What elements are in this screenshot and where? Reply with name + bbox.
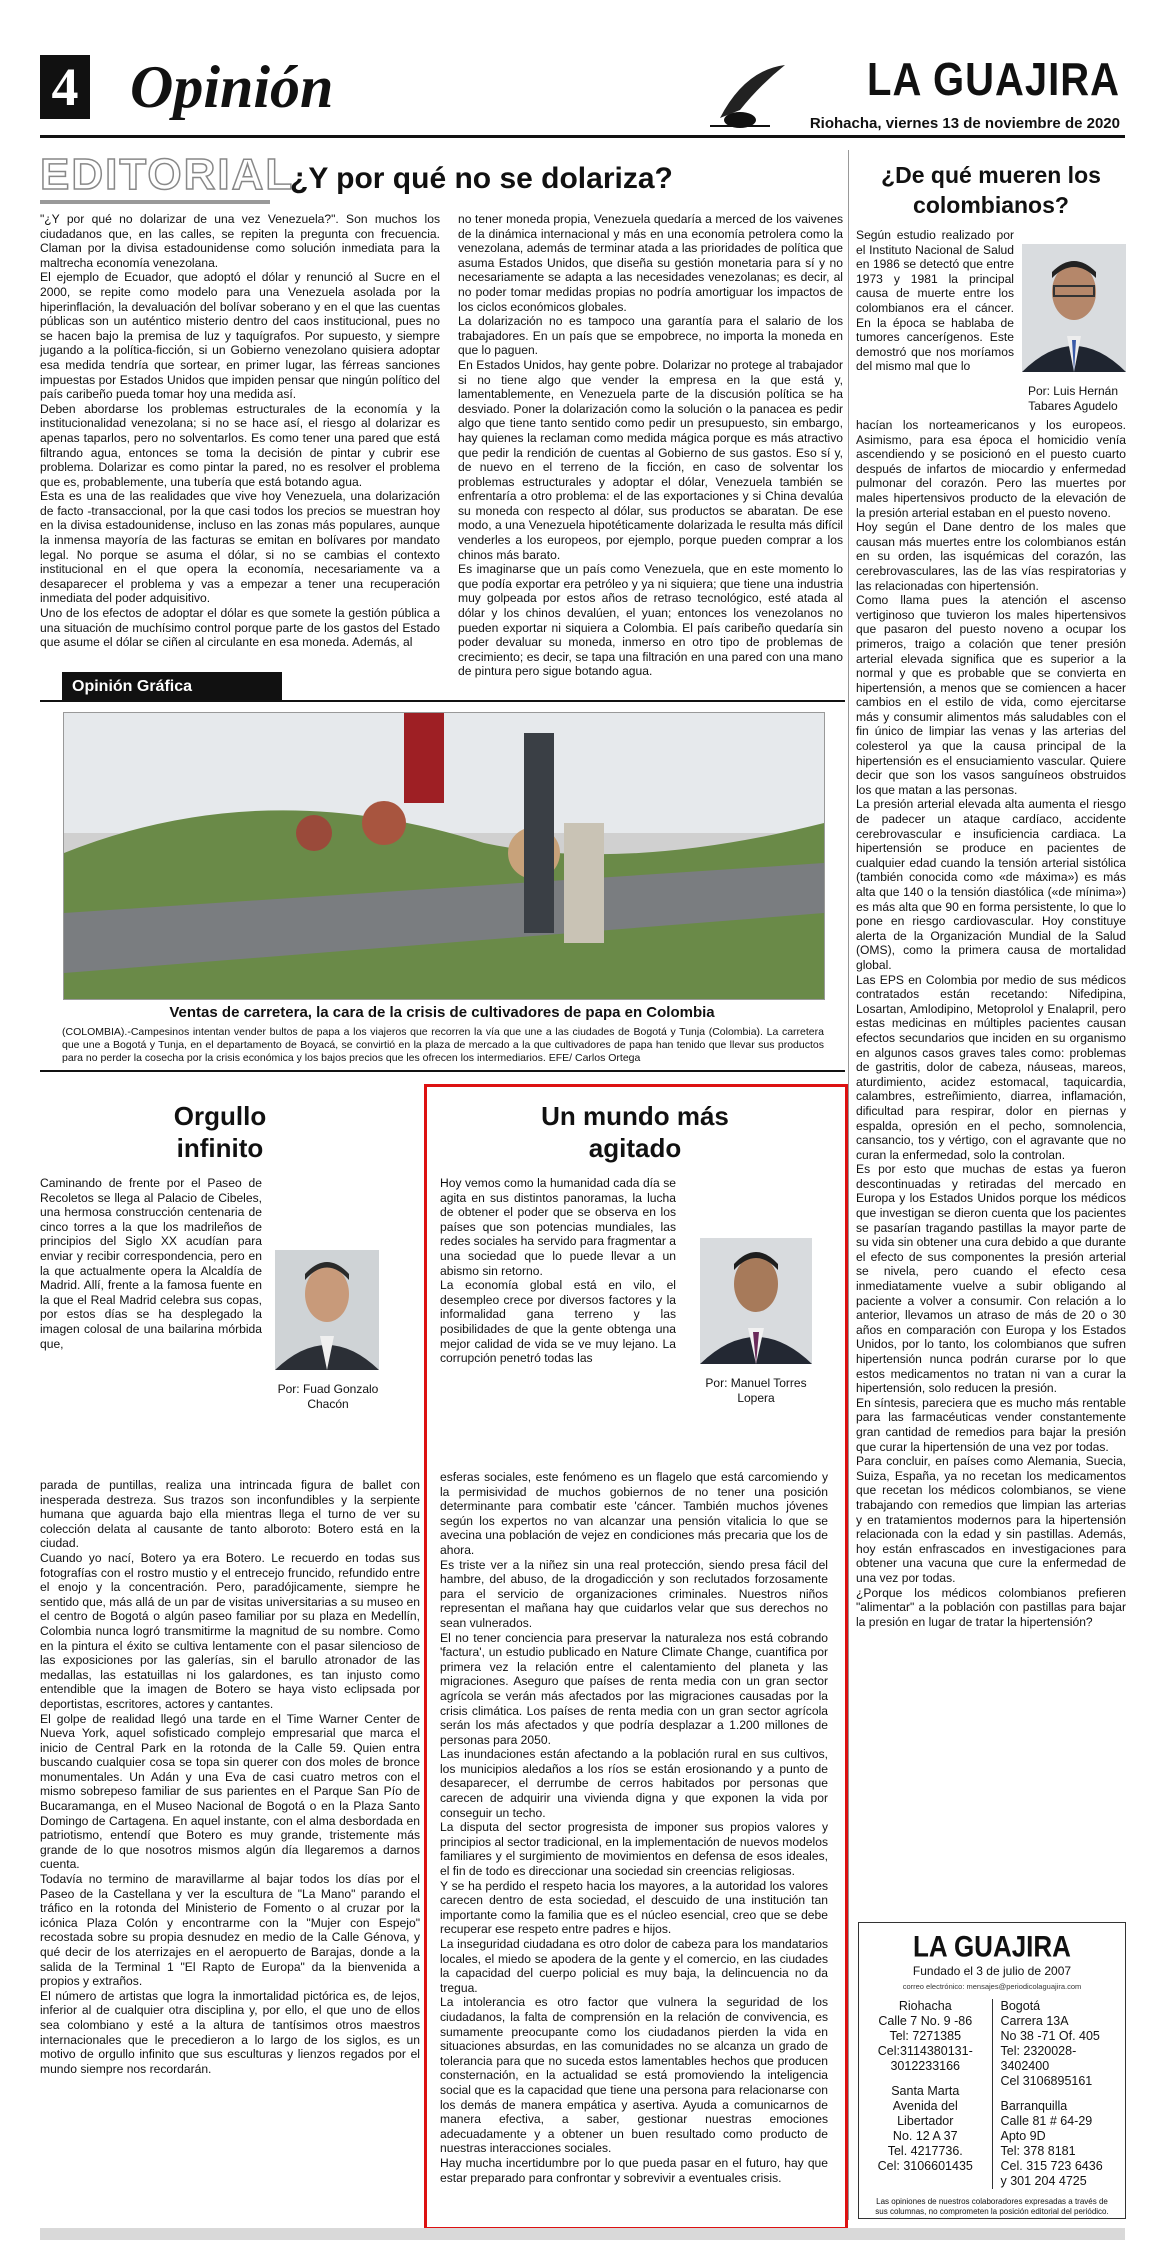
section-title: Opinión [130,54,334,120]
paragraph: Uno de los efectos de adoptar el dólar es que somete la gestión pública a una situación de muchísimo control porque parte de los gastos del Estado que asume el dólar se ciñen al circulante en esa moneda. Además, al [40,606,440,650]
paragraph: ¿Porque los médicos colombianos prefieren "alimentar" a la población con pastillas para bajar la presión en lugar de tratar la hipertensión? [856,1585,1126,1629]
paragraph: Deben abordarse los problemas estructurales de la economía y la institucionalidad venezolana; si no se hace así, el riesgo al dolarizar es apenas taparlos, pero no solventarlos. Es como tener una pared que está filtrando agua, entonces se toma la decisión de pintar y cubrir ese problema. Dolarizar es como pintar la pared, no es resolver el problema que es, probablemente, una tubería que está botando agua. [40,401,440,489]
office-line: Riohacha [898,1999,952,2013]
office-santamarta [859,2084,992,2174]
office-line: No. 12 A 37 [892,2129,958,2143]
paragraph: El golpe de realidad llegó una tarde en el Time Warner Center de Nueva York, aquel sofisticado complejo empresarial que marca el inicio de Central Park en la rotonda de la Calle 59. Quien entra buscando cualquier cosa se topa sin querer con dos moles de bronce monumentales. Un Adán y una Eva de casi cuatro metros con el mismo sobrepeso familiar de sus parientes en el Parque San Pío de Bucaramanga, en el Museo Nacional de Bogotá o en la Plaza Santo Domingo de Cartagena. En aquel instante, con el alma desbordada en patriotismo, entendí que Botero es muy grande, tristemente más grande de lo que nosotros mismos algún día llegaremos a darnos cuenta. [40,1711,420,1872]
column-body [856,418,1126,1629]
paragraph: En síntesis, pareciera que es mucho más rentable para las farmacéuticas vender constantemente gran cantidad de remedios para bajar la presión que curar la hipertensión de una vez por todas. [856,1395,1126,1454]
quill-inkwell-icon [700,60,790,130]
office-line: Cel:3114380131- [877,2044,973,2058]
paragraph: "¿Y por qué no dolarizar de una vez Venezuela?". Son muchos los ciudadanos que, en las calles, se repiten la pregunta con frecuencia. Claman por la divisa estadounidense como solución inmediata para la maltrecha economía venezolana. [40,212,440,270]
page-number: 4 [40,55,90,119]
office-line: Calle 7 No. 9 -86 [878,2014,973,2028]
office-line: Bogotá [1000,1999,1041,2013]
office-line: Calle 81 # 64-29 [1000,2114,1093,2128]
photo-caption: (COLOMBIA).-Campesinos intentan vender bultos de papa a los viajeros que recorren la vía que une a las ciudades de Bogotá y Tunja (Colombia). La carretera que une a Bogotá y Tunja, en el departamento de Boyacá, se convirtió en la plaza de mercado a la que cultivadores de papa han tenido que llevar sus productos para no perder la cosecha por la crisis económica y los bajos precios que les ofrecen los intermediarios. EFE/ Carlos Ortega [62,1026,824,1064]
column-body [40,1478,420,2076]
right-column-title: ¿De qué mueren los colombianos? [881,162,1101,218]
footer-band [40,2228,1125,2240]
office-bogota [993,1999,1126,2089]
imprint-right [993,1999,1126,2189]
column-intro: Según estudio realizado por el Instituto Nacional de Salud en 1986 se detectó que entre 1973 y 1981 la principal causa de muerte entre los colombianos era el cáncer. En la época se hablaba de tumores cancerígenos. Este demostró que nos moríamos del mismo mal que lo [856,228,1014,374]
dateline: Riohacha, viernes 13 de noviembre de 2020 [809,115,1120,132]
imprint-disclaimer: Las opiniones de nuestros colaboradores expresadas a través de sus columnas, no comprometen la posición editorial del periódico. [875,2197,1109,2216]
author-byline: Por: Fuad Gonzalo Chacón [277,1382,379,1411]
office-line: No 38 -71 Of. 405 [1000,2029,1100,2043]
title-line: Orgullo [173,1101,267,1131]
office-line: Tel: 2320028- [1000,2044,1077,2058]
paragraph: La inseguridad ciudadana es otro dolor de cabeza para los mandatarios locales, el miedo se apodera de la gente y el comercio, en las ciudades la capacidad del cuerpo policial es muy baja, la delincuencia no da tregua. [440,1937,828,1995]
paragraph: Las EPS en Colombia por medio de sus médicos contratados están recetando: Nifedipina, Losartan, Amlodipino, Metoprolol y Enalapril, pero estas medicinas en múltiples pacientes causan efectos secundarios que inciden en su organismo en algunos casos graves tales como: problemas de gastritis, dolor de cabeza, náuseas, mareos, aturdimiento, acidez estomacal, taquicardia, calambres, estreñimiento, diarrea, inflamación, dificultad para respirar, dolor en piernas y espalda, opresión en el pecho, somnolencia, cansancio, tos y vértigo, con el agravante que no curan la enfermedad, solo la controlan. [856,972,1126,1162]
paragraph: Es triste ver a la niñez sin una real protección, siendo presa fácil del hambre, del abuso, de la drogadicción y son reclutados forzosamente para el servicio de organizaciones criminales. Nuestros niños representan el mañana hay que cuidarlos velar que sus derechos no sean vulnerados. [440,1557,828,1630]
paragraph: Cuando yo nací, Botero ya era Botero. Le recuerdo en todas sus fotografías con el rostro mustio y el entrecejo fruncido, refundido entre el enojo y la concentración. Pero, paradójicamente, siempre he sentido que, más allá de un par de visitas universitarias a su museo en el centro de Bogotá o algún paseo familiar por su plaza en Medellín, Colombia nunca logró transmitirme la magnitud de su nombre. Como en la pintura el éxito se cultiva lentamente con el pasar silencioso de las exposiciones por las galerías, sin el barullo atronador de las medallas, las estatuillas ni los galardones, es tan injusto como entendible que la imagen de Botero se haya visto eclipsada por deportistas, escritores, actores y cantantes. [40,1550,420,1711]
paragraph: El ejemplo de Ecuador, que adoptó el dólar y renunció al Sucre en el 2000, se repite como modelo para una Venezuela asolada por la hiperinflación, la devaluación del bolívar soberano y en el que las cuentas públicas son un auténtico misterio dentro del caos institucional, pues no se hacen bajo la premisa de luz y taquígrafos. Por supuesto, y siempre jugando a la política-ficción, si un Gobierno venezolano quisiera adoptar esa medida tendría que sortear, en primer lugar, las férreas sanciones impuestas por Estados Unidos que impiden pensar que ningún político del país caribeño pueda tomar hoy una medida así. [40,270,440,402]
editorial-label: EDITORIAL [40,150,295,199]
imprint-brand: LA GUAJIRA [913,1928,1071,1964]
masthead-rule [40,135,1125,138]
office-riohacha [859,1999,992,2074]
paragraph: El número de artistas que logra la inmortalidad pictórica es, de lejos, inferior al de cualquier otra disciplina y, por ello, el que uno de ellos sea colombiano y esté a la altura de tantísimos otros maestros internacionales que le precedieron a lo largo de los siglos, es un motivo de orgullo infinito que sus esculturas y lienzos regados por el mundo siempre nos recordarán. [40,1988,420,2076]
author-photo [275,1250,379,1370]
paragraph: Como llama pues la atención el ascenso vertiginoso que tuvieron los males hipertensivos que pasaron del puesto noveno a ocupar los primeros, traigo a colación que tener presión arterial elevada significa que es superior a la normal y que es probable que se convierta en hipertensión, a menos que se comiencen a hacer cambios en el estilo de vida, como ejercitarse más y consumir alimentos más saludables con el fin único de limpiar las venas y las arterias del colesterol ya que la causa principal de la hipertensión es el ensuciamiento vascular. Quiere decir que son los vasos sanguíneos obstruidos los que matan a las personas. [856,593,1126,797]
title-line: Un mundo más [541,1101,729,1131]
office-line: Libertador [897,2114,954,2128]
office-line: Cel: 3106601435 [877,2159,973,2173]
office-line: Tel: 7271385 [889,2029,962,2043]
title-line: infinito [176,1133,264,1163]
paragraph: La economía global está en vilo, el desempleo crece por diversos factores y la informalidad gana terreno y las posibilidades de que la gente obtenga una mejor calidad de vida se ve muy lejano. La corrupción penetró todas las [440,1278,676,1366]
paragraph: hacían los norteamericanos y los europeos. Asimismo, para esa época el homicidio venía ascendiendo y se posicionó en el puesto cuarto después de infartos de miocardio y enfermedad pulmonar del corazón. Pero las muertes por males hipertensivos producto de la elevación de la presión arterial estaban en el puesto noveno. [856,418,1126,520]
office-line: Tel: 378 8181 [1000,2144,1076,2158]
paragraph: Todavía no termino de maravillarme al bajar todos los días por el Paseo de la Castellana y ver la escultura de "La Mano" parando el tráfico en la rotonda del Ministerio de Fomento o al cruzar por la icónica Plaza Colón y encontrarme con la "Mujer con Espejo" recostada sobre su propia desnudez en medio de la Calle Génova, y qué decir de los aterrizajes en el aeropuerto de Barajas, donde a la salida de la Terminal 1 "El Rapto de Europa" da la bienvenida a propios y extraños. [40,1872,420,1989]
office-line: Santa Marta [891,2084,960,2098]
author-photo [1022,244,1126,372]
imprint-left [859,1999,993,2189]
paragraph: parada de puntillas, realiza una intrincada figura de ballet con inesperada destreza. Sus trazos son inconfundibles y la serpiente humana que aguarda bajo ella mientras llega el turno de ver su colección delata al causante de tanto alboroto: Botero está en la ciudad. [40,1478,420,1551]
paragraph: El no tener conciencia para preservar la naturaleza nos está cobrando 'factura', un estudio publicado en Nature Climate Change, cuantifica por primera vez la relación entre el calentamiento del planeta y las migraciones. Aseguro que países de renta media con un gran sector agrícola se verán más afectados por las migraciones causadas por la crisis climática. Los países de renta media con un gran sector agrícola serán los más afectados y que podría desplazar a 1.200 millones de personas para 2050. [440,1630,828,1747]
author-byline: Por: Luis Hernán Tabares Agudelo [1027,384,1119,413]
brand-logo: LA GUAJIRA [867,54,1120,106]
editorial-column-1 [40,212,440,650]
office-line: Barranquilla [1000,2099,1068,2113]
office-line: Cel. 315 723 6436 [1000,2159,1103,2173]
paragraph: La intolerancia es otro factor que vulnera la seguridad de los ciudadanos, la falta de comprensión en la relación de convivencia, es sumamente preocupante como los ciudadanos pierden la vida en situaciones absurdas, en las comunidades no se alcanza un grado de tolerancia para que no suceda estos lamentables hechos que producen consternación, en la actualidad se está promoviendo la inteligencia social que es la capacidad que tiene una persona para relacionarse con los demás de manera empática y asertiva. Ayuda a comunicarnos de manera efectiva, a saber, gestionar nuestras emociones adecuadamente y a obtener un buen resultado como producto de nuestras interacciones sociales. [440,1995,828,2156]
section-divider [40,1070,845,1072]
office-line: 3402400 [1000,2059,1050,2073]
paragraph: Es por esto que muchas de estas ya fueron descontinuadas y retiradas del mercado en Europa y los Estados Unidos porque los médicos que investigan se dieron cuenta que los pacientes se pasarían tragando pastillas la mayor parte de su vida sin obtener una cura debido a que durante el efecto de sus componentes la presión arterial se nivela, pero cuando el efecto cesa inmediatamente vuelve a subir obligando al paciente a volver a consumir. Con relación a lo anterior, llevamos un atraso de más de 20 o 30 años en comparación con Europa y los Estados Unidos, por lo tanto, los colombianos que sufren hipertensión nunca podrán curarse por lo que estos medicamentos no tratan ni van a curar la hipertensión, solo reducen la presión. [856,1162,1126,1396]
office-line: Apto 9D [1000,2129,1046,2143]
column-title [140,1100,300,1164]
column-intro: Caminando de frente por el Paseo de Recoletos se llega al Palacio de Cibeles, una hermosa construcción centenaria de cinco torres a la que los madrileños de principios del Siglo XX acudían para enviar y recibir correspondencia, pero en la que actualmente opera la Alcaldía de Madrid. Allí, frente a la famosa fuente en la que el Real Madrid celebra sus copas, por estos días se ha desplegado la imagen colosal de una bailarina mórbida que, [40,1176,262,1351]
editorial-title: ¿Y por qué no se dolariza? [290,162,673,195]
paragraph: Las inundaciones están afectando a la población rural en sus cultivos, los municipios aledaños a los ríos se están erosionando y a punto de desaparecer, el derrumbe de cerros habitados por personas que carecen de adquirir una vivienda digna y que exponen la vida por conseguir un techo. [440,1747,828,1820]
editorial-underline [40,200,270,204]
column-intro [440,1176,676,1366]
paragraph: Esta es una de las realidades que vive hoy Venezuela, una dolarización de facto -transaccional, por la que casi todos los precios se muestran hoy en la divisa estadounidense, incluso en las zonas más populares, aunque la inmensa mayoría de las facturas se emitan en bolívares por mandato legal. No porque se asuma el dólar, si no se cambias el contexto institucional en el que opera la economía, necesariamente va a desaparecer el problema y vas a empezar a tener una recuperación inmediata del poder adquisitivo. [40,489,440,606]
column-divider [848,150,849,2220]
office-line: y 301 204 4725 [1000,2174,1087,2188]
office-line: 3012233166 [890,2059,961,2073]
author-byline: Por: Manuel Torres Lopera [705,1376,807,1405]
paragraph: no tener moneda propia, Venezuela quedaría a merced de los vaivenes de la dinámica internacional y más en una economía petrolera como la venezolana, además de terminar atada a las prioridades de política que asuma Estados Unidos, que diseña su gestión monetaria para sí y no necesariamente se adapta a las necesidades venezolanas; es decir, al no poder tomar medidas propias no podría amortiguar los impactos de los ciclos económicos globales. [458,212,843,314]
office-barranquilla [993,2099,1126,2189]
title-line: agitado [588,1133,682,1163]
column-body [440,1470,828,2185]
editorial-column-2 [458,212,843,679]
photo-headline: Ventas de carretera, la cara de la crisis de cultivadores de papa en Colombia [169,1004,715,1021]
section-divider [40,700,845,702]
office-line: Tel. 4217736. [887,2144,963,2158]
paragraph: Hoy vemos como la humanidad cada día se agita en sus distintos panoramas, la lucha de obtener el poder que se observa en los países que son potencias mundiales, las redes sociales ha servido para fragmentar a una sociedad que lo puede llevar a un abismo sin retorno. [440,1176,676,1278]
paragraph: Es imaginarse que un país como Venezuela, que en este momento lo que podía exportar era petróleo y ya ni siquiera; que tiene una industria muy golpeada por estos años de retraso tecnológico, esté atada al dólar y los chinos devalúen, el yuan; entonces los venezolanos no pueden exportar ni siquiera a Colombia. El país caribeño quedaría sin poder devaluar su moneda, inmerso en otro tipo de problemas de crecimiento; es decir, se tapa una filtración en una pared con una mano de pintura pero sigue botando agua. [458,562,843,679]
author-photo [700,1238,812,1364]
imprint-offices [859,1999,1125,2189]
imprint-email: correo electrónico: mensajes@periodicolaguajira.com [902,1982,1082,1991]
paragraph: Hay mucha incertidumbre por lo que pueda pasar en el futuro, hay que estar preparado para confrontar y sobrevivir a eventuales crisis. [440,2155,828,2185]
paragraph: Para concluir, en países como Alemania, Suecia, Suiza, España, ya no recetan los medicamentos que recetan los médicos colombianos, se viene trabajando con remedios que limpian las arterias y en tratamientos modernos para la hipertensión relacionada con la edad y sin pastillas. Además, hoy están enfrascados en investigaciones para obtener una vacuna que cure la enfermedad de una vez por todas. [856,1454,1126,1585]
paragraph: Y se ha perdido el respeto hacia los mayores, a la autoridad los valores carecen dentro de esta sociedad, el descuido de una institución tan importante como la familia que es el núcleo esencial, creo que se debe recuperar ese respeto entre padres e hijos. [440,1878,828,1937]
office-line: Avenida del [892,2099,958,2113]
paragraph: esferas sociales, este fenómeno es un flagelo que está carcomiendo y la permisividad de muchos gobiernos de no tener una posición determinante para combatir este 'cáncer. También muchos jóvenes según los expertos no van alcanzar una pensión vitalicia lo que se avecina una población de vejez en condiciones más precaria que los de ahora. [440,1470,828,1557]
paragraph: La dolarización no es tampoco una garantía para el salario de los trabajadores. En un país que se empobrece, no importa la moneda en que lo paguen. [458,314,843,358]
paragraph: Hoy según el Dane dentro de los males que causan más muertes entre los colombianos están en su orden, las isquémicas del corazón, las cerebrovasculares, las de las vías respiratorias y las relacionadas con hipertensión. [856,520,1126,593]
office-line: Carrera 13A [1000,2014,1069,2028]
opinion-grafica-label: Opinión Gráfica [62,672,282,702]
imprint-box [858,1922,1126,2219]
office-line: Cel 3106895161 [1000,2074,1093,2088]
paragraph: La disputa del sector progresista de imponer sus propios valores y principios al sector tradicional, en la implementación de nuevos modelos familiares y el surgimiento de movimientos en defensa de esos ideales, el fin de todo es direccionar una sociedad sin creencias religiosas. [440,1820,828,1879]
paragraph: La presión arterial elevada alta aumenta el riesgo de padecer un ataque cardíaco, accidente cerebrovascular e insuficiencia cardiaca. La hipertensión se produce en pacientes de cualquier edad cuando la tensión arterial sistólica (también conocida como «de máxima») es más alta que 140 o la tensión diastólica («de mínima») es más alta que 90 en forma persistente, lo que lo pone en riesgo cardiovascular. Hoy constituye alerta de la Organización Mundial de la Salud (OMS), como la primera causa de mortalidad global. [856,797,1126,972]
news-photo [63,712,825,1000]
column-title [440,1100,830,1164]
imprint-founded: Fundado el 3 de julio de 2007 [912,1964,1072,1978]
paragraph: En Estados Unidos, hay gente pobre. Dolarizar no protege al trabajador si no tiene algo que vender la empresa en la que está y, lamentablemente, en Venezuela parte de la discusión política se ha desviado. Poner la dolarización como la solución o la panacea es pedir algo que tiene tanto sentido como pedir un presupuesto, sin embargo, hay quienes la reclaman como medida mágica porque es más atractivo que pedir la rendición de cuentas al Gobierno de sus gastos. Eso sí y, de nuevo en el terreno de la ficción, en caso de solventar los problemas estructurales y adoptar el dólar, Venezuela también se enfrentaría a otro problema: el de las exportaciones y si China devalúa su moneda con respecto al dólar, sus productos se abaratan. De ese modo, a una Venezuela hipotéticamente dolarizada le resulta más difícil venderles a los europeos, por ejemplo, porque pueden comprar a los chinos más barato. [458,357,843,562]
